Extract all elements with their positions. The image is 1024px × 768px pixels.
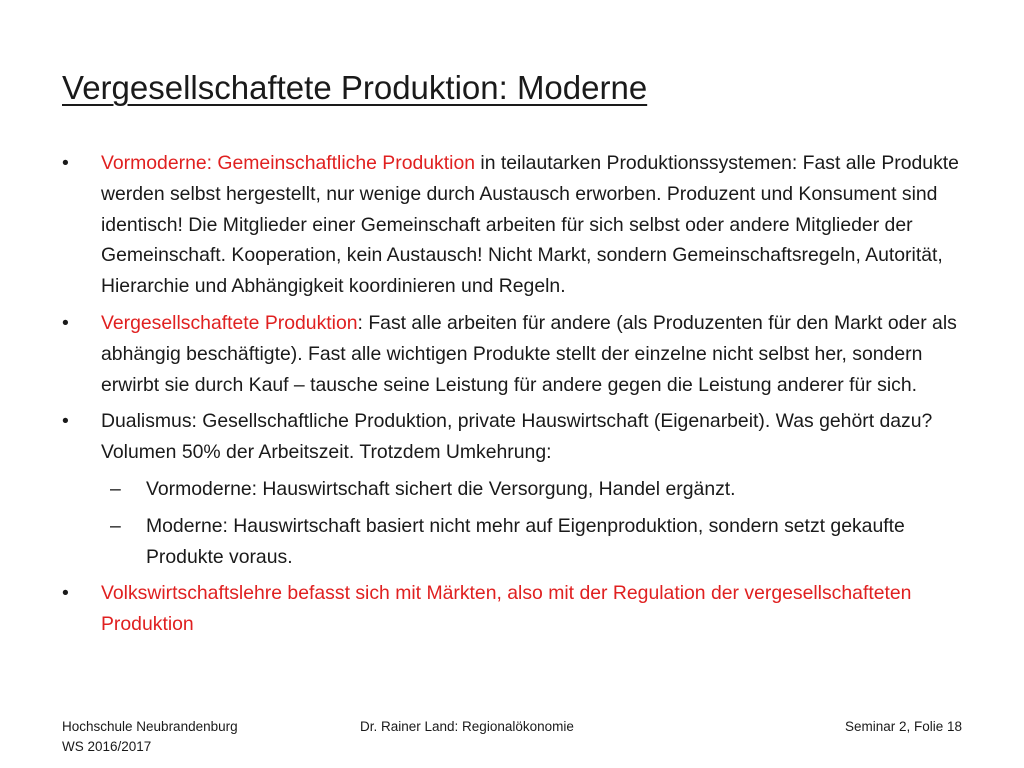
slide-content (62, 148, 972, 646)
slide-title: Vergesellschaftete Produktion: Moderne (62, 69, 648, 106)
sub-item-moderne (62, 511, 972, 573)
bullet-marker: • (62, 410, 69, 433)
bullet-text: Dualismus: Gesellschaftliche Produktion, private Hauswirtschaft (Eigenarbeit). Was gehört dazu? Volumen 50% der Arbeitszeit. Trotzdem Umkehrung: (101, 410, 933, 464)
bullet-text: in teilautarken Produktionssystemen: Fast alle Produkte werden selbst hergestellt, nur wenige durch Austausch erworben. Produzent und Konsument sind identisch! Die Mitglieder einer Gemeinschaft arbeiten für sich selbst oder andere Mitglieder der Gemeinschaft. Kooperation, kein Austausch! Nicht Markt, sondern Gemeinschaftsregeln, Autorität, Hierarchie und Abhängigkeit koordinieren und Regeln. (101, 152, 959, 298)
sub-text: Moderne: Hauswirtschaft basiert nicht mehr auf Eigenproduktion, sondern setzt gekaufte Produkte voraus. (146, 514, 905, 568)
footer-author: Dr. Rainer Land: Regionalökonomie (360, 719, 574, 734)
bullet-marker: • (62, 582, 69, 605)
sub-marker: – (110, 477, 121, 500)
footer-institution-name: Hochschule Neubrandenburg (62, 719, 238, 734)
sub-text: Vormoderne: Hauswirtschaft sichert die Versorgung, Handel ergänzt. (146, 477, 736, 500)
bullet-marker: • (62, 311, 69, 334)
bullet-highlight: Vergesellschaftete Produktion (101, 311, 358, 334)
bullet-highlight: Vormoderne: Gemeinschaftliche Produktion (101, 152, 476, 174)
footer-slide-number: Seminar 2, Folie 18 (844, 719, 962, 734)
footer-institution (62, 717, 238, 757)
bullet-text: : Fast alle arbeiten für andere (als Produzenten für den Markt oder als abhängig beschäftigte). Fast alle wichtigen Produkte stellt der einzelne nicht selbst her, sondern erwirbt sie durch Kauf – tausche seine Leistung für andere gegen die Leistung anderer für sich. (101, 311, 957, 396)
bullet-item-dualismus (62, 406, 972, 468)
bullet-item-vormoderne (62, 148, 972, 302)
bullet-item-vergesellschaftete (62, 308, 972, 400)
bullet-marker: • (62, 152, 69, 174)
sub-marker: – (110, 514, 121, 537)
sub-item-vormoderne (62, 474, 972, 505)
bullet-item-volkswirtschaftslehre (62, 578, 972, 640)
bullet-highlight: Volkswirtschaftslehre befasst sich mit Märkten, also mit der Regulation der vergesellschafteten Produktion (101, 582, 912, 636)
footer-semester: WS 2016/2017 (62, 739, 152, 754)
